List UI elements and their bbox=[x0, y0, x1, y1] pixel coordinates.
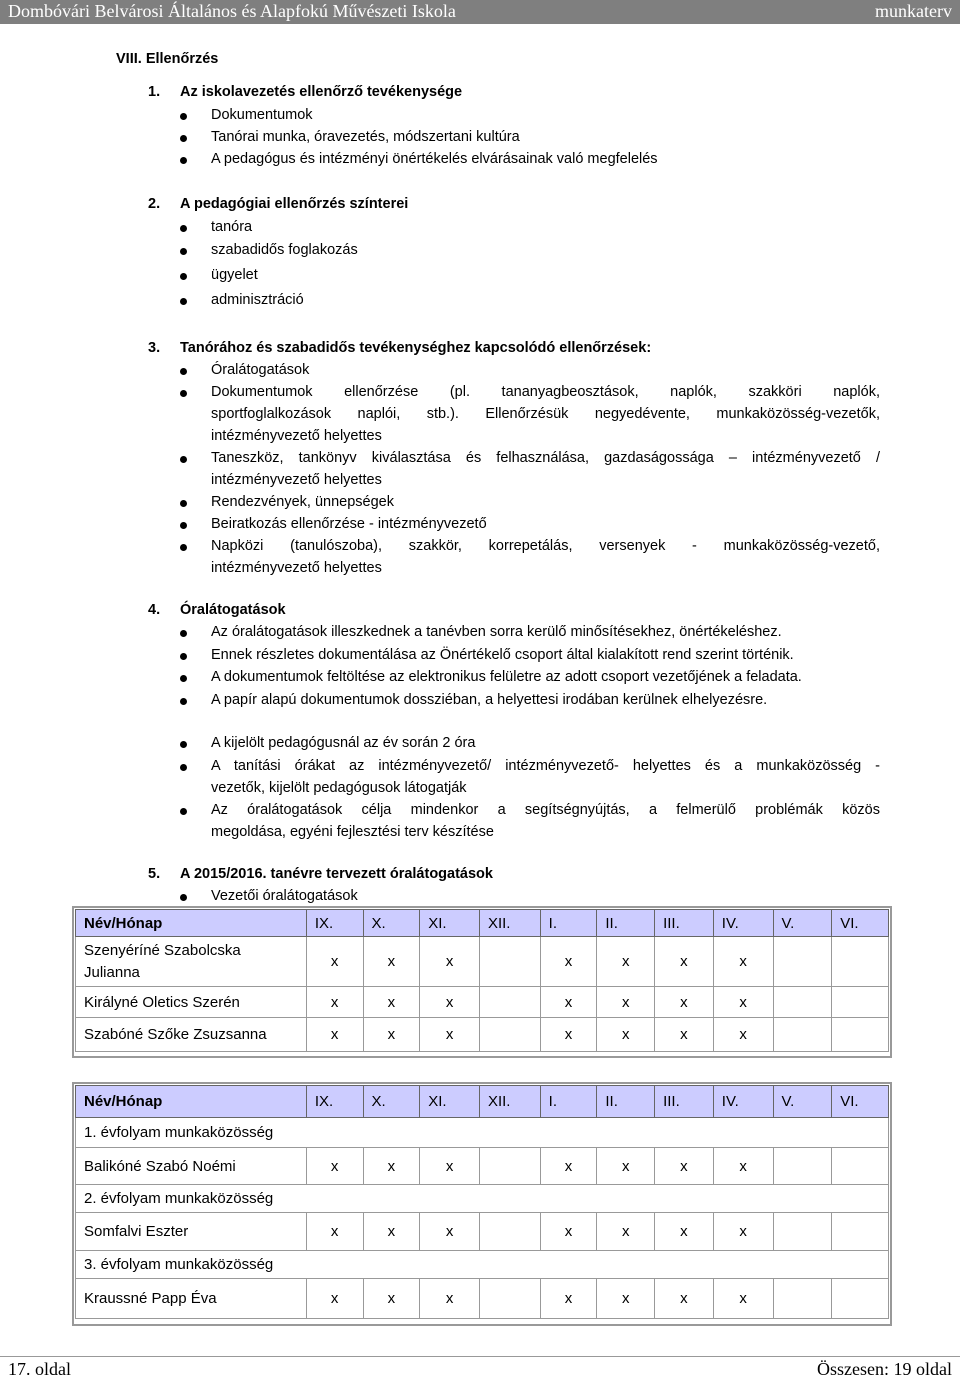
bullet-icon bbox=[180, 368, 187, 375]
mark-cell: x bbox=[713, 987, 773, 1018]
name-cell: Kraussné Papp Éva bbox=[76, 1279, 307, 1319]
bullet-icon bbox=[180, 675, 187, 682]
name-line: Julianna bbox=[84, 963, 140, 981]
mark-cell: x bbox=[420, 1213, 480, 1251]
group-label: 1. évfolyam munkaközösség bbox=[76, 1118, 889, 1148]
header-cell: V. bbox=[773, 910, 832, 937]
bullet-icon bbox=[180, 894, 187, 901]
section-2-number: 2. bbox=[148, 196, 161, 212]
mark-cell: x bbox=[540, 1148, 597, 1185]
table-header-row bbox=[76, 1086, 889, 1118]
mark-cell bbox=[773, 1279, 832, 1319]
list-item: A kijelölt pedagógusnál az év során 2 óra bbox=[211, 735, 476, 751]
list-item-continuation: megoldása, egyéni fejlesztési terv készítése bbox=[211, 824, 494, 840]
mark-cell: x bbox=[420, 987, 480, 1018]
table-row bbox=[76, 1213, 889, 1251]
mark-cell bbox=[773, 1148, 832, 1185]
header-cell: VI. bbox=[832, 1086, 889, 1118]
name-cell: Királyné Oletics Szerén bbox=[76, 987, 307, 1018]
header-cell: IX. bbox=[306, 910, 363, 937]
header-cell: XI. bbox=[420, 910, 480, 937]
page-header bbox=[0, 0, 960, 24]
header-cell: II. bbox=[597, 1086, 655, 1118]
visits-table-2 bbox=[75, 1085, 889, 1319]
mark-cell: x bbox=[306, 987, 363, 1018]
school-name: Dombóvári Belvárosi Általános és Alapfokú Művészeti Iskola bbox=[8, 1, 456, 21]
mark-cell: x bbox=[420, 1018, 480, 1052]
table-header-row bbox=[76, 910, 889, 937]
list-item: A pedagógus és intézményi önértékelés elvárásainak való megfelelés bbox=[211, 151, 658, 167]
mark-cell bbox=[479, 1018, 540, 1052]
header-cell: XII. bbox=[479, 910, 540, 937]
visits-table-1 bbox=[75, 909, 889, 1052]
mark-cell: x bbox=[655, 987, 714, 1018]
bullet-icon bbox=[180, 630, 187, 637]
list-item: A tanítási órákat az intézményvezető/ intézményvezető- helyettes és a munkaközösség - bbox=[211, 758, 880, 774]
header-cell: X. bbox=[363, 1086, 420, 1118]
bullet-icon bbox=[180, 764, 187, 771]
header-cell: III. bbox=[655, 910, 714, 937]
mark-cell: x bbox=[306, 937, 363, 987]
name-cell: Somfalvi Eszter bbox=[76, 1213, 307, 1251]
mark-cell: x bbox=[713, 1213, 773, 1251]
mark-cell: x bbox=[540, 1279, 597, 1319]
section-1-number: 1. bbox=[148, 84, 161, 100]
group-row bbox=[76, 1185, 889, 1213]
mark-cell: x bbox=[597, 1148, 655, 1185]
list-item: Beiratkozás ellenőrzése - intézményvezető bbox=[211, 516, 487, 532]
mark-cell: x bbox=[655, 1148, 714, 1185]
table-row bbox=[76, 987, 889, 1018]
mark-cell: x bbox=[420, 1148, 480, 1185]
mark-cell bbox=[832, 1213, 889, 1251]
list-item-continuation: intézményvezető helyettes bbox=[211, 560, 382, 576]
name-line: Szenyéríné Szabolcska bbox=[84, 941, 241, 959]
list-item: adminisztráció bbox=[211, 292, 304, 308]
table-row bbox=[76, 937, 889, 987]
mark-cell bbox=[773, 937, 832, 987]
mark-cell bbox=[773, 1018, 832, 1052]
list-item: A papír alapú dokumentumok dossziéban, a helyettesi irodában kerülnek elhelyezésre. bbox=[211, 692, 768, 708]
bullet-icon bbox=[180, 653, 187, 660]
mark-cell: x bbox=[420, 937, 480, 987]
list-item: Dokumentumok ellenőrzése (pl. tananyagbeosztások, naplók, szakköri naplók, bbox=[211, 384, 880, 400]
mark-cell bbox=[479, 1213, 540, 1251]
header-cell: XI. bbox=[420, 1086, 480, 1118]
header-cell: IX. bbox=[306, 1086, 363, 1118]
mark-cell: x bbox=[655, 1213, 714, 1251]
mark-cell bbox=[479, 987, 540, 1018]
mark-cell: x bbox=[363, 937, 420, 987]
section-5-number: 5. bbox=[148, 866, 161, 882]
mark-cell: x bbox=[540, 1018, 597, 1052]
list-item: Vezetői óralátogatások bbox=[211, 888, 358, 904]
mark-cell: x bbox=[540, 937, 597, 987]
mark-cell: x bbox=[713, 1279, 773, 1319]
bullet-icon bbox=[180, 522, 187, 529]
mark-cell: x bbox=[597, 937, 655, 987]
bullet-icon bbox=[180, 113, 187, 120]
mark-cell bbox=[832, 1279, 889, 1319]
mark-cell: x bbox=[597, 1213, 655, 1251]
bullet-icon bbox=[180, 135, 187, 142]
mark-cell bbox=[832, 1148, 889, 1185]
list-item: Az óralátogatások célja mindenkor a segítségnyújtás, a felmerülő problémák közös bbox=[211, 802, 880, 818]
section-4-number: 4. bbox=[148, 602, 161, 618]
mark-cell: x bbox=[597, 987, 655, 1018]
list-item-continuation: intézményvezető helyettes bbox=[211, 472, 382, 488]
mark-cell: x bbox=[655, 1279, 714, 1319]
header-cell: IV. bbox=[713, 1086, 773, 1118]
table-row bbox=[76, 1018, 889, 1052]
group-row bbox=[76, 1251, 889, 1279]
mark-cell: x bbox=[363, 987, 420, 1018]
page-total: Összesen: 19 oldal bbox=[817, 1359, 952, 1379]
header-cell: X. bbox=[363, 910, 420, 937]
mark-cell: x bbox=[540, 1213, 597, 1251]
bullet-icon bbox=[180, 157, 187, 164]
mark-cell: x bbox=[306, 1213, 363, 1251]
header-cell: Név/Hónap bbox=[76, 1086, 307, 1118]
mark-cell bbox=[479, 937, 540, 987]
list-item: Tanórai munka, óravezetés, módszertani kultúra bbox=[211, 129, 520, 145]
group-label: 3. évfolyam munkaközösség bbox=[76, 1251, 889, 1279]
section-2-title: A pedagógiai ellenőrzés színterei bbox=[180, 196, 409, 212]
section-3-number: 3. bbox=[148, 340, 161, 356]
mark-cell: x bbox=[306, 1148, 363, 1185]
list-item: Napközi (tanulószoba), szakkör, korrepetálás, versenyek - munkaközösség-vezető, bbox=[211, 538, 880, 554]
bullet-icon bbox=[180, 390, 187, 397]
bullet-icon bbox=[180, 225, 187, 232]
section-3-title: Tanórához és szabadidős tevékenységhez kapcsolódó ellenőrzések: bbox=[180, 340, 652, 356]
mark-cell bbox=[832, 987, 889, 1018]
section-title: VIII. Ellenőrzés bbox=[116, 51, 219, 67]
mark-cell bbox=[773, 1213, 832, 1251]
list-item: Dokumentumok bbox=[211, 107, 313, 123]
section-1-title: Az iskolavezetés ellenőrző tevékenysége bbox=[180, 84, 463, 100]
list-item-continuation: intézményvezető helyettes bbox=[211, 428, 382, 444]
list-item: Rendezvények, ünnepségek bbox=[211, 494, 394, 510]
mark-cell: x bbox=[306, 1279, 363, 1319]
document-name: munkaterv bbox=[875, 1, 952, 21]
mark-cell: x bbox=[363, 1148, 420, 1185]
group-label: 2. évfolyam munkaközösség bbox=[76, 1185, 889, 1213]
name-cell bbox=[76, 937, 307, 987]
table-row bbox=[76, 1279, 889, 1319]
mark-cell: x bbox=[713, 1148, 773, 1185]
mark-cell: x bbox=[713, 1018, 773, 1052]
list-item-continuation: sportfoglalkozások naplói, stb.). Ellenőrzésük negyedévente, munkaközösség-vezetők, bbox=[211, 406, 880, 422]
mark-cell bbox=[832, 937, 889, 987]
mark-cell: x bbox=[363, 1018, 420, 1052]
mark-cell bbox=[479, 1279, 540, 1319]
mark-cell: x bbox=[597, 1018, 655, 1052]
list-item: A dokumentumok feltöltése az elektronikus felületre az adott csoport vezetőjének a feladata. bbox=[211, 669, 802, 685]
section-4-title: Óralátogatások bbox=[180, 602, 286, 618]
mark-cell: x bbox=[540, 987, 597, 1018]
mark-cell bbox=[479, 1148, 540, 1185]
section-5-title: A 2015/2016. tanévre tervezett óralátogatások bbox=[180, 866, 493, 882]
bullet-icon bbox=[180, 273, 187, 280]
list-item: Taneszköz, tankönyv kiválasztása és felhasználása, gazdaságossága – intézményvezető / bbox=[211, 450, 880, 466]
mark-cell: x bbox=[655, 1018, 714, 1052]
mark-cell: x bbox=[363, 1279, 420, 1319]
list-item: tanóra bbox=[211, 219, 253, 235]
mark-cell bbox=[832, 1018, 889, 1052]
list-item: Az óralátogatások illeszkednek a tanévben sorra kerülő minősítésekhez, önértékeléshez. bbox=[211, 624, 782, 640]
header-cell: III. bbox=[655, 1086, 714, 1118]
header-cell: VI. bbox=[832, 910, 889, 937]
bullet-icon bbox=[180, 500, 187, 507]
list-item: szabadidős foglakozás bbox=[211, 242, 358, 258]
header-cell: I. bbox=[540, 1086, 597, 1118]
header-cell: XII. bbox=[479, 1086, 540, 1118]
bullet-icon bbox=[180, 248, 187, 255]
bullet-icon bbox=[180, 808, 187, 815]
bullet-icon bbox=[180, 544, 187, 551]
header-cell: V. bbox=[773, 1086, 832, 1118]
header-cell: Név/Hónap bbox=[76, 910, 307, 937]
name-cell: Szabóné Szőke Zsuzsanna bbox=[76, 1018, 307, 1052]
header-cell: IV. bbox=[713, 910, 773, 937]
mark-cell: x bbox=[420, 1279, 480, 1319]
mark-cell: x bbox=[597, 1279, 655, 1319]
header-cell: I. bbox=[540, 910, 597, 937]
mark-cell: x bbox=[306, 1018, 363, 1052]
bullet-icon bbox=[180, 741, 187, 748]
bullet-icon bbox=[180, 698, 187, 705]
footer-divider bbox=[0, 1356, 960, 1357]
bullet-icon bbox=[180, 456, 187, 463]
list-item: Óralátogatások bbox=[211, 362, 310, 378]
list-item-continuation: vezetők, kijelölt pedagógusok látogatják bbox=[211, 780, 467, 796]
page-footer bbox=[0, 1358, 960, 1380]
list-item: ügyelet bbox=[211, 267, 258, 283]
header-cell: II. bbox=[597, 910, 655, 937]
name-cell: Balikóné Szabó Noémi bbox=[76, 1148, 307, 1185]
mark-cell bbox=[773, 987, 832, 1018]
mark-cell: x bbox=[713, 937, 773, 987]
table-row bbox=[76, 1148, 889, 1185]
mark-cell: x bbox=[655, 937, 714, 987]
mark-cell: x bbox=[363, 1213, 420, 1251]
page-number: 17. oldal bbox=[8, 1359, 71, 1379]
bullet-icon bbox=[180, 298, 187, 305]
list-item: Ennek részletes dokumentálása az Önértékelő csoport által kialakított rend szerint történik. bbox=[211, 647, 794, 663]
group-row bbox=[76, 1118, 889, 1148]
